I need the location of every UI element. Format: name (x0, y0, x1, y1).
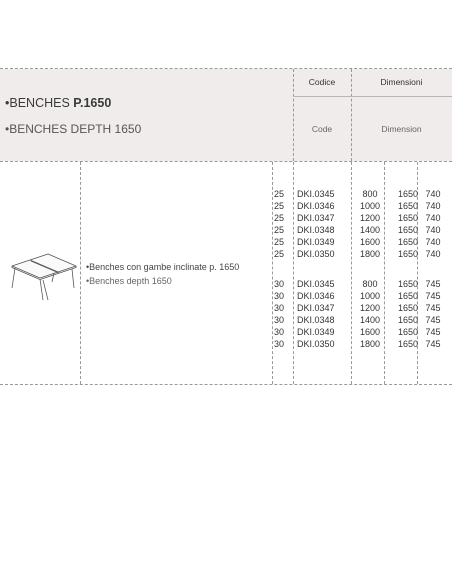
body-divider-desc (272, 162, 273, 384)
product-title-en: •BENCHES DEPTH 1650 (5, 122, 142, 136)
row-qty: 30 (274, 279, 285, 289)
row-code: DKI.0347 (297, 303, 335, 313)
row-code: DKI.0346 (297, 291, 335, 301)
row-qty: 30 (274, 339, 285, 349)
header-dimension: Dimension (381, 124, 422, 134)
row-height: 745 (425, 291, 441, 301)
row-code: DKI.0346 (297, 201, 335, 211)
row-code: DKI.0349 (297, 237, 335, 247)
row-width: 1800 (359, 339, 381, 349)
row-qty: 25 (274, 237, 285, 247)
row-width: 1800 (359, 249, 381, 259)
row-code: DKI.0349 (297, 327, 335, 337)
row-width: 1600 (359, 327, 381, 337)
row-height: 745 (425, 303, 441, 313)
product-title-it: •BENCHES P.1650 (5, 96, 112, 110)
row-height: 740 (425, 249, 441, 259)
row-code: DKI.0350 (297, 339, 335, 349)
row-width: 1200 (359, 303, 381, 313)
product-description-en: •Benches depth 1650 (86, 276, 172, 286)
row-height: 740 (425, 189, 441, 199)
row-depth: 1650 (397, 213, 419, 223)
row-height: 745 (425, 327, 441, 337)
row-height: 740 (425, 225, 441, 235)
row-depth: 1650 (397, 303, 419, 313)
row-height: 745 (425, 315, 441, 325)
header-dimensioni: Dimensioni (380, 77, 423, 87)
top-rule (0, 68, 452, 69)
row-height: 745 (425, 339, 441, 349)
row-depth: 1650 (397, 279, 419, 289)
header-code: Code (311, 124, 333, 134)
table-bottom-rule (0, 384, 452, 385)
row-depth: 1650 (397, 327, 419, 337)
body-divider-qty (293, 162, 294, 384)
row-depth: 1650 (397, 237, 419, 247)
row-height: 740 (425, 237, 441, 247)
row-height: 740 (425, 201, 441, 211)
row-depth: 1650 (397, 315, 419, 325)
row-qty: 25 (274, 213, 285, 223)
row-height: 740 (425, 213, 441, 223)
row-code: DKI.0350 (297, 249, 335, 259)
row-width: 800 (362, 279, 378, 289)
row-qty: 25 (274, 201, 285, 211)
header-codice: Codice (308, 77, 336, 87)
row-qty: 30 (274, 291, 285, 301)
row-depth: 1650 (397, 201, 419, 211)
row-width: 1600 (359, 237, 381, 247)
row-depth: 1650 (397, 225, 419, 235)
bench-desk-illustration (10, 252, 78, 314)
row-qty: 25 (274, 225, 285, 235)
row-depth: 1650 (397, 189, 419, 199)
row-code: DKI.0345 (297, 279, 335, 289)
row-width: 1400 (359, 315, 381, 325)
row-width: 1000 (359, 201, 381, 211)
row-qty: 30 (274, 327, 285, 337)
row-qty: 30 (274, 315, 285, 325)
row-width: 1000 (359, 291, 381, 301)
row-height: 745 (425, 279, 441, 289)
row-width: 1400 (359, 225, 381, 235)
row-code: DKI.0348 (297, 225, 335, 235)
row-qty: 30 (274, 303, 285, 313)
row-qty: 25 (274, 249, 285, 259)
row-code: DKI.0348 (297, 315, 335, 325)
body-divider-image (80, 162, 81, 384)
header-row-divider (293, 96, 452, 97)
row-width: 1200 (359, 213, 381, 223)
row-depth: 1650 (397, 291, 419, 301)
row-code: DKI.0347 (297, 213, 335, 223)
product-description-it: •Benches con gambe inclinate p. 1650 (86, 262, 240, 272)
row-code: DKI.0345 (297, 189, 335, 199)
row-depth: 1650 (397, 339, 419, 349)
row-qty: 25 (274, 189, 285, 199)
row-depth: 1650 (397, 249, 419, 259)
row-width: 800 (362, 189, 378, 199)
